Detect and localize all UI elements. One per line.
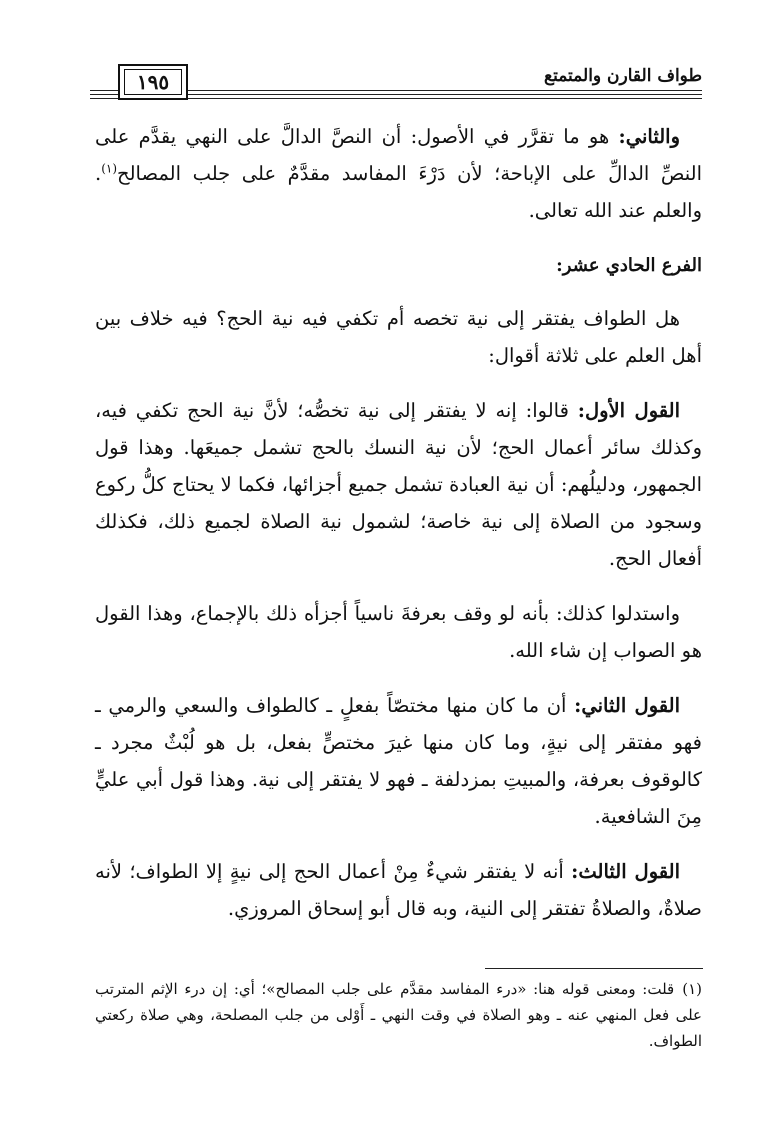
running-title: طواف القارن والمتمتع (536, 64, 702, 88)
footnote-divider (485, 968, 703, 969)
paragraph-question: هل الطواف يفتقر إلى نية تخصه أم تكفي فيه نية الحج؟ فيه خلاف بين أهل العلم على ثلاثة أقوال: (95, 307, 702, 367)
footnote-text: قلت: ومعنى قوله هنا: «درء المفاسد مقدَّم على جلب المصالح»؛ أي: إن درء الإثم المترتب على فعل المنهي عنه ـ وهو الصلاة في وقت النهي ـ أَوْلى من جلب المصلحة، وهي صلاة ركعتي الطواف. (95, 980, 702, 1050)
paragraph-first-opinion (95, 392, 702, 577)
paragraph-lead: القول الثاني: (574, 694, 680, 717)
footnote-reference[interactable]: (١) (101, 161, 118, 176)
page-number: ١٩٥ (124, 69, 182, 95)
paragraph-text: قالوا: إنه لا يفتقر إلى نية تخصُّه؛ لأنَّ نية الحج تكفي فيه، وكذلك سائر أعمال الحج؛ لأن نية النسك بالحج تشمل جميعَها. وهذا قول الجمهور، ودليلُهم: أن نية العبادة تشمل جميع أجزائها، فكما لا يحتاج كلُّ ركوع وسجود من الصلاة إلى نية خاصة؛ لشمول نية الصلاة لجميع ذلك، فكذلك أفعال الحج. (95, 399, 702, 570)
paragraph-third-opinion (95, 853, 702, 927)
paragraph-text: أن ما كان منها مختصّاً بفعلٍ ـ كالطواف والسعي والرمي ـ فهو مفتقر إلى نيةٍ، وما كان منها غيرَ مختصٍّ بفعل، بل هو لُبْثٌ مجرد ـ كالوقوف بعرفة، والمبيتِ بمزدلفة ـ فهو لا يفتقر إلى نية. وهذا قول أبي عليٍّ مِنَ الشافعية. (95, 694, 702, 828)
paragraph-lead: والثاني: (618, 125, 680, 148)
section-heading: الفرع الحادي عشر: (556, 255, 702, 276)
paragraph-second-opinion (95, 687, 702, 835)
paragraph-lead: القول الأول: (577, 399, 681, 422)
footnote (95, 976, 702, 1054)
paragraph-lead: القول الثالث: (571, 860, 680, 883)
paragraph-second-reason (95, 118, 702, 229)
paragraph-text: أنه لا يفتقر شيءٌ مِنْ أعمال الحج إلى نيةٍ إلا الطواف؛ لأنه صلاةٌ، والصلاةُ تفتقر إلى النية، وبه قال أبو إسحاق المروزي. (95, 860, 702, 920)
footnote-number: (١) (682, 980, 702, 998)
page-header (90, 58, 702, 108)
paragraph-text: هو ما تقرَّر في الأصول: أن النصَّ الدالَّ على النهي يقدَّم على النصِّ الدالِّ على الإباحة؛ لأن دَرْءَ المفاسد مقدَّمٌ على جلب المصالح (95, 125, 702, 185)
paragraph-text: . والعلم عند الله تعالى. (95, 162, 702, 222)
paragraph-evidence: واستدلوا كذلك: بأنه لو وقف بعرفةَ ناسياً أجزأه ذلك بالإجماع، وهذا القول هو الصواب إن شاء الله. (95, 602, 702, 662)
main-text (95, 118, 702, 941)
page-number-frame (118, 64, 188, 100)
